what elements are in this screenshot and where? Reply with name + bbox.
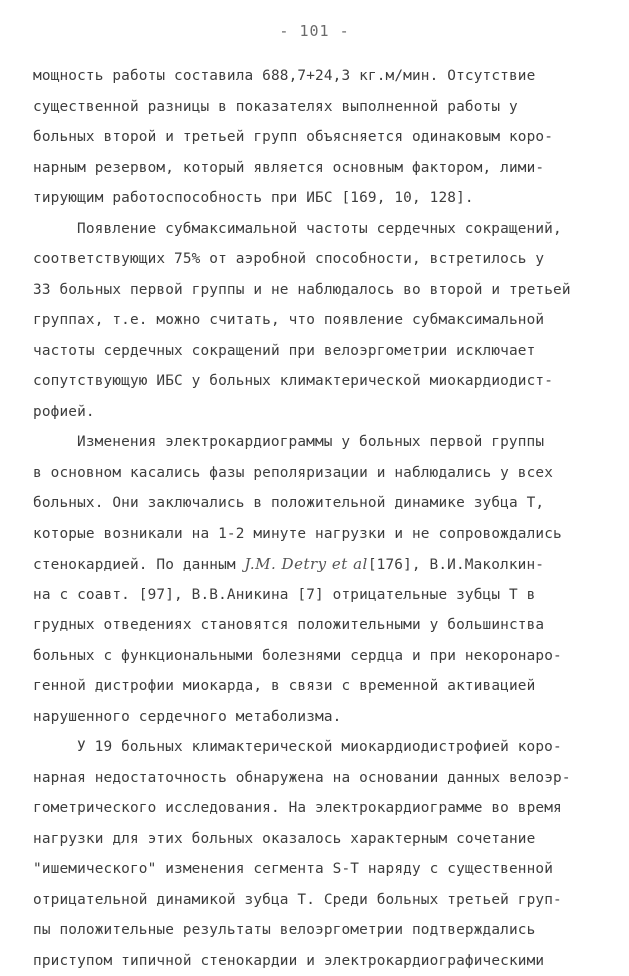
text-line: которые возникали на 1-2 минуте нагрузки и не сопровождались xyxy=(33,519,603,550)
text-segment: [176], В.И.Маколкин- xyxy=(368,557,544,573)
text-line: сопутствующую ИБС у больных климактерической миокардиодист- xyxy=(33,366,603,397)
paragraph-4 xyxy=(33,732,603,976)
text-line: в основном касались фазы реполяризации и наблюдались у всех xyxy=(33,458,603,489)
handwritten-citation: J.M. Detry et al xyxy=(245,555,368,573)
text-segment: стенокардией. По данным xyxy=(33,557,245,573)
paragraph-1 xyxy=(33,61,603,214)
text-line: пы положительные результаты велоэргометрии подтверждались xyxy=(33,915,603,946)
paragraph-3 xyxy=(33,427,603,732)
text-line: генной дистрофии миокарда, в связи с временной активацией xyxy=(33,671,603,702)
text-line: У 19 больных климактерической миокардиодистрофией коро- xyxy=(33,732,603,763)
text-line: больных второй и третьей групп объясняется одинаковым коро- xyxy=(33,122,603,153)
page-number: - 101 - xyxy=(0,22,629,40)
text-line: Появление субмаксимальной частоты сердечных сокращений, xyxy=(33,214,603,245)
text-line: отрицательной динамикой зубца Т. Среди больных третьей груп- xyxy=(33,885,603,916)
text-line: больных с функциональными болезнями сердца и при некоронаро- xyxy=(33,641,603,672)
text-line-with-handwriting xyxy=(33,549,603,580)
text-line: Изменения электрокардиограммы у больных первой группы xyxy=(33,427,603,458)
text-line: нарная недостаточность обнаружена на основании данных велоэр- xyxy=(33,763,603,794)
text-line: существенной разницы в показателях выполненной работы у xyxy=(33,92,603,123)
text-line: нарушенного сердечного метаболизма. xyxy=(33,702,603,733)
text-line: мощность работы составила 688,7+24,3 кг.м/мин. Отсутствие xyxy=(33,61,603,92)
text-line: грудных отведениях становятся положительными у большинства xyxy=(33,610,603,641)
text-line: "ишемического" изменения сегмента S-T наряду с существенной xyxy=(33,854,603,885)
text-line: на с соавт. [97], В.В.Аникина [7] отрицательные зубцы Т в xyxy=(33,580,603,611)
text-line: группах, т.е. можно считать, что появление субмаксимальной xyxy=(33,305,603,336)
paragraph-2 xyxy=(33,214,603,428)
text-line: 33 больных первой группы и не наблюдалось во второй и третьей xyxy=(33,275,603,306)
text-line: нарным резервом, который является основным фактором, лими- xyxy=(33,153,603,184)
text-line: тирующим работоспособность при ИБС [169, 10, 128]. xyxy=(33,183,603,214)
text-line: приступом типичной стенокардии и электрокардиографическими xyxy=(33,946,603,976)
text-line: гометрического исследования. На электрокардиограмме во время xyxy=(33,793,603,824)
text-line: больных. Они заключались в положительной динамике зубца Т, xyxy=(33,488,603,519)
text-line: нагрузки для этих больных оказалось характерным сочетание xyxy=(33,824,603,855)
text-line: частоты сердечных сокращений при велоэргометрии исключает xyxy=(33,336,603,367)
text-line: соответствующих 75% от аэробной способности, встретилось у xyxy=(33,244,603,275)
body-text xyxy=(33,61,603,976)
text-line: рофией. xyxy=(33,397,603,428)
